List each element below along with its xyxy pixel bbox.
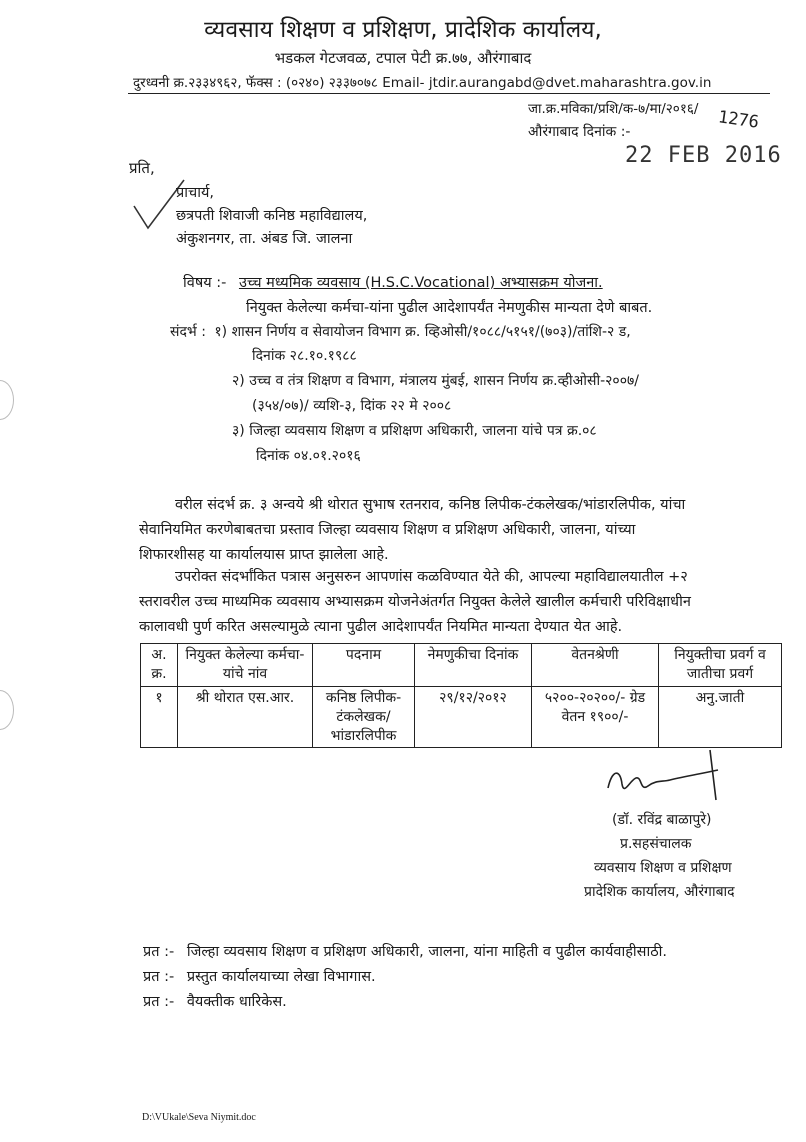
- punch-hole-top: [0, 380, 14, 420]
- subject-label: विषय :-: [183, 275, 227, 291]
- reference-2: २) उच्च व तंत्र शिक्षण व विभाग, मंत्रालय मुंबई, शासन निर्णय क्र.व्हीओसी-२००७/: [232, 373, 639, 389]
- signatory-title: प्र.सहसंचालक: [620, 836, 692, 852]
- recipient-line-3: अंकुशनगर, ता. अंबड जि. जालना: [176, 231, 353, 247]
- cell-name: श्री थोरात एस.आर.: [178, 686, 313, 748]
- reference-1: [170, 322, 631, 341]
- reference-3: ३) जिल्हा व्यवसाय शिक्षण व प्रशिक्षण अधिकारी, जालना यांचे पत्र क्र.०८: [232, 423, 597, 439]
- reference-3-date: दिनांक ०४.०१.२०१६: [256, 448, 361, 464]
- reference-number: जा.क्र.मविका/प्रशि/क-७/मा/२०१६/: [528, 101, 699, 117]
- handwritten-signature: [590, 740, 740, 810]
- reference-2-cont: (३५४/०७)/ व्यशि-३, दिांक २२ मे २००८: [252, 398, 452, 414]
- contact-line: दुरध्वनी क्र.२३३४९६२, फॅक्स : (०२४०) २३३७०७८ Email- jtdir.aurangabd@dvet.maharashtra.gov.in: [133, 75, 712, 91]
- col-header-pay-scale: वेतनश्रेणी: [532, 644, 659, 687]
- paragraph-2-line-1: उपरोक्त संदर्भांकित पत्रास अनुसरुन आपणांस कळविण्यात येते की, आपल्या महाविद्यालयातील +२: [175, 569, 688, 585]
- col-header-designation: पदनाम: [313, 644, 415, 687]
- paragraph-1-line-1: वरील संदर्भ क्र. ३ अन्वये श्री थोरात सुभाष रतनराव, कनिष्ठ लिपीक-टंकलेखक/भांडारलिपीक, यांचा: [175, 497, 686, 513]
- copy-2-text: प्रस्तुत कार्यालयाच्या लेखा विभागास.: [186, 969, 376, 985]
- paragraph-1-line-3: शिफारशीसह या कार्यालयास प्राप्त झालेला आहे.: [139, 547, 389, 563]
- copy-2: [143, 966, 376, 986]
- table-header-row: [141, 644, 782, 687]
- copy-1-text: जिल्हा व्यवसाय शिक्षण व प्रशिक्षण अधिकारी, जालना, यांना माहिती व पुढील कार्यवाहीसाठी.: [186, 944, 668, 960]
- paragraph-2-line-3: कालावधी पुर्ण करित असल्यामुळे त्याना पुढील आदेशापर्यंत नियमित मान्यता देण्यात येत आहे.: [139, 619, 623, 635]
- col-header-category: नियुक्तीचा प्रवर्ग व जातीचा प्रवर्ग: [659, 644, 782, 687]
- copy-1: [143, 941, 667, 961]
- paragraph-1-line-2: सेवानियमित करणेबाबतचा प्रस्ताव जिल्हा व्यवसाय शिक्षण व प्रशिक्षण अधिकारी, जालना, यांच्या: [139, 522, 636, 538]
- col-header-name: नियुक्त केलेल्या कर्मचा-यांचे नांव: [178, 644, 313, 687]
- signatory-department: व्यवसाय शिक्षण व प्रशिक्षण: [594, 860, 732, 876]
- references-label: संदर्भ :: [170, 324, 206, 340]
- table-row: [141, 686, 782, 748]
- cell-designation: कनिष्ठ लिपीक- टंकलेखक/ भांडारलिपीक: [313, 686, 415, 748]
- recipient-to: प्रति,: [129, 159, 155, 177]
- cell-pay-scale: ५२००-२०२००/- ग्रेड वेतन १९००/-: [532, 686, 659, 748]
- copy-1-label: प्रत :-: [143, 944, 175, 960]
- recipient-line-2: छत्रपती शिवाजी कनिष्ठ महाविद्यालय,: [176, 208, 368, 224]
- copy-3-label: प्रत :-: [143, 994, 175, 1010]
- subject-line: [183, 272, 603, 292]
- reference-1-date: दिनांक २८.१०.१९८८: [252, 348, 357, 364]
- file-path-footer: D:\VUkale\Seva Niymit.doc: [142, 1112, 256, 1123]
- cell-appointment-date: २९/१२/२०१२: [415, 686, 532, 748]
- copy-3: [143, 991, 287, 1011]
- date-label: औरंगाबाद दिनांक :-: [528, 124, 631, 140]
- paragraph-2-line-2: स्तरावरील उच्च माध्यमिक व्यवसाय अभ्यासक्रम योजनेअंतर्गत नियुक्त केलेले खालील कर्मचारी परिविक्षाधीन: [139, 594, 691, 610]
- date-stamp: 22 FEB 2016: [625, 143, 782, 168]
- subject-text: उच्च मध्यमिक व्यवसाय (H.S.C.Vocational) अभ्यासक्रम योजना.: [238, 275, 603, 291]
- header-rule: [128, 93, 770, 94]
- copy-3-text: वैयक्तीक धारिकेस.: [186, 994, 287, 1010]
- reference-1-text: १) शासन निर्णय व सेवायोजन विभाग क्र. व्हिओसी/१०८८/५१५१/(७०३)/तांशि-२ ड,: [214, 324, 631, 340]
- signatory-name: (डॉ. रविंद्र बाळापुरे): [612, 812, 712, 828]
- col-header-sr: अ. क्र.: [141, 644, 178, 687]
- office-name: व्यवसाय शिक्षण व प्रशिक्षण, प्रादेशिक कार्यालय,: [204, 17, 602, 43]
- cell-sr: १: [141, 686, 178, 748]
- cell-category: अनु.जाती: [659, 686, 782, 748]
- subject-line-2: नियुक्त केलेल्या कर्मचा-यांना पुढील आदेशापर्यंत नेमणुकीस मान्यता देणे बाबत.: [246, 300, 653, 316]
- punch-hole-bottom: [0, 690, 14, 730]
- col-header-appointment-date: नेमणुकीचा दिनांक: [415, 644, 532, 687]
- recipient-line-1: प्राचार्य,: [176, 185, 214, 201]
- staff-table: [140, 643, 782, 748]
- copy-2-label: प्रत :-: [143, 969, 175, 985]
- office-address: भडकल गेटजवळ, टपाल पेटी क्र.७७, औरंगाबाद: [274, 49, 532, 67]
- handwritten-number: 1276: [716, 107, 761, 133]
- signatory-office: प्रादेशिक कार्यालय, औरंगाबाद: [584, 884, 735, 900]
